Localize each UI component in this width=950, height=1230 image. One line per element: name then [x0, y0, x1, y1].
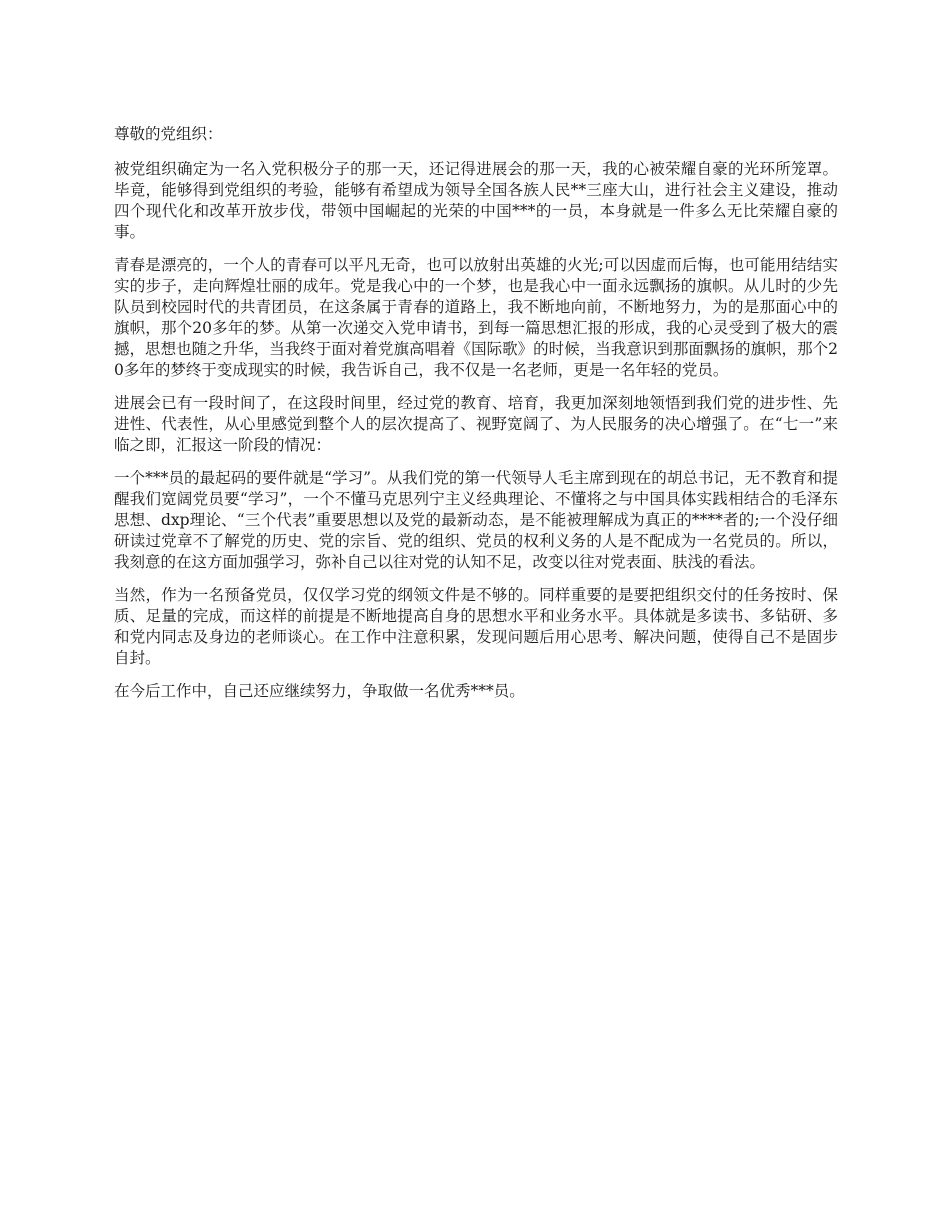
- document-body: [114, 124, 838, 714]
- paragraph-6: 在今后工作中，自己还应继续努力，争取做一名优秀***员。: [114, 682, 525, 700]
- paragraph-5: 当然，作为一名预备党员，仅仅学习党的纲领文件是不够的。同样重要的是要把组织交付的任务按时、保质、足量的完成，而这样的前提是不断地提高自身的思想水平和业务水平。具体就是多读书、多钻研、多和党内同志及身边的老师谈心。在工作中注意积累，发现问题后用心思考、解决问题，使得自己不是固步自封。: [114, 586, 838, 667]
- salutation: 尊敬的党组织：: [114, 125, 223, 143]
- paragraph-3: 进展会已有一段时间了，在这段时间里，经过党的教育、培育，我更加深刻地领悟到我们党的进步性、先进性、代表性，从心里感觉到整个人的层次提高了、视野宽阔了、为人民服务的决心增强了。在“七一”来临之即，汇报这一阶段的情况：: [114, 394, 838, 454]
- paragraph-4: 一个***员的最起码的要件就是“学习”。从我们党的第一代领导人毛主席到现在的胡总书记，无不教育和提醒我们宽阔党员要“学习”，一个不懂马克思列宁主义经典理论、不懂将之与中国具体实践相结合的毛泽东思想、dxp理论、“三个代表”重要思想以及党的最新动态，是不能被理解成为真正的****者的;一个没仔细研读过党章不了解党的历史、党的宗旨、党的组织、党员的权利义务的人是不配成为一名党员的。所以，我刻意的在这方面加强学习，弥补自己以往对党的认知不足，改变以往对党表面、肤浅的看法。: [114, 469, 838, 571]
- paragraph-1: 被党组织确定为一名入党积极分子的那一天，还记得进展会的那一天，我的心被荣耀自豪的光环所笼罩。毕竟，能够得到党组织的考验，能够有希望成为领导全国各族人民**三座大山，进行社会主义建设，推动四个现代化和改革开放步伐，带领中国崛起的光荣的中国***的一员，本身就是一件多么无比荣耀自豪的事。: [114, 160, 838, 241]
- paragraph-2: 青春是漂亮的，一个人的青春可以平凡无奇，也可以放射出英雄的火光;可以因虚而后悔，也可能用结结实实的步子，走向辉煌壮丽的成年。党是我心中的一个梦，也是我心中一面永远飘扬的旗帜。从儿时的少先队员到校园时代的共青团员，在这条属于青春的道路上，我不断地向前，不断地努力，为的是那面心中的旗帜，那个20多年的梦。从第一次递交入党申请书，到每一篇思想汇报的形成，我的心灵受到了极大的震撼，思想也随之升华，当我终于面对着党旗高唱着《国际歌》的时候，当我意识到那面飘扬的旗帜，那个20多年的梦终于变成现实的时候，我告诉自己，我不仅是一名老师，更是一名年轻的党员。: [114, 256, 838, 379]
